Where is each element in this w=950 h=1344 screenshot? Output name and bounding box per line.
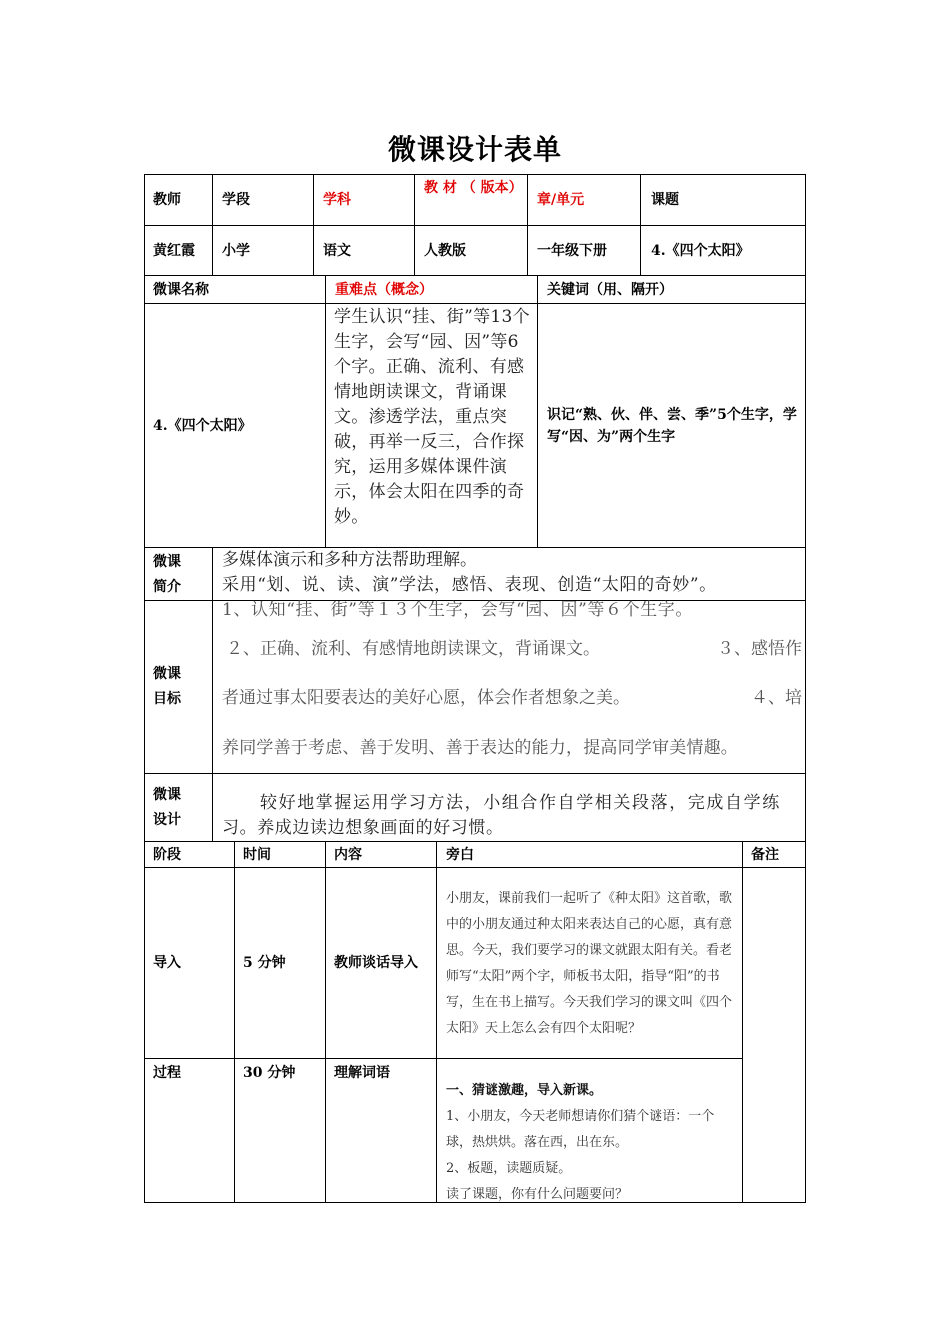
table-row-content: 教师谈话导入 bbox=[334, 955, 418, 971]
keywords-value: 识记“熟、伙、伴、尝、季”5个生字，学写“因、为”两个生字 bbox=[547, 406, 797, 445]
subject-value: 语文 bbox=[323, 242, 351, 259]
intro-line-1: 多媒体演示和多种方法帮助理解。 bbox=[222, 550, 477, 570]
chapter-value: 一年级下册 bbox=[537, 242, 607, 259]
intro-label-line-1: 微课 bbox=[153, 554, 181, 570]
table-row-time: 30 分钟 bbox=[243, 1065, 296, 1081]
table-row-narration: 小朋友，课前我们一起听了《种太阳》这首歌，歌中的小朋友通过种太阳来表达自己的心愿，真有意思。今天，我们要学习的课文就跟太阳有关。看老师写“太阳”两个字，师板书太阳，指导“阳”的书写，生在书上描写。今天我们学习的课文叫《四个太阳》天上怎么会有四个太阳呢？ bbox=[446, 891, 733, 1036]
goals-label-line-2: 目标 bbox=[153, 691, 181, 707]
table-row-narration bbox=[446, 1078, 736, 1202]
design-label-line-1: 微课 bbox=[153, 787, 181, 803]
intro-label-line-2: 简介 bbox=[153, 579, 181, 595]
header-stage-label: 学段 bbox=[222, 192, 250, 208]
intro-line-2: 采用“划、说、读、演”学法，感悟、表现、创造“太阳的奇妙”。 bbox=[222, 575, 717, 595]
header-chapter-label: 章/单元 bbox=[537, 192, 585, 208]
narration-line-3: 读了课题，你有什么问题要问？ bbox=[446, 1187, 629, 1202]
course-name-value: 4.《四个太阳》 bbox=[153, 417, 252, 434]
header-teacher-label: 教师 bbox=[153, 192, 181, 208]
design-line-2: 习。养成边读边想象画面的好习惯。 bbox=[222, 818, 504, 838]
table-row-stage: 导入 bbox=[153, 955, 181, 971]
intro-text bbox=[222, 548, 802, 600]
design-label bbox=[153, 783, 208, 833]
process-notes-header: 备注 bbox=[751, 846, 779, 863]
header-subject-label: 学科 bbox=[323, 192, 351, 208]
design-label-line-2: 设计 bbox=[153, 812, 181, 828]
goals-line-2 bbox=[222, 624, 802, 674]
design-line-1: 较好地掌握运用学习方法，小组合作自学相关段落，完成自学练 bbox=[260, 793, 781, 813]
design-text bbox=[222, 791, 802, 841]
page-title: 微课设计表单 bbox=[387, 133, 562, 166]
process-content-header: 内容 bbox=[334, 846, 362, 863]
goals-text bbox=[222, 598, 802, 768]
goals-label bbox=[153, 662, 208, 712]
goals-line-2a: ２、正确、流利、有感情地朗读课文，背诵课文。 bbox=[226, 639, 600, 659]
course-name-label: 微课名称 bbox=[153, 281, 209, 298]
goals-line-1: 1、认知“挂、街”等１３个生字，会写“园、因”等６个生字。 bbox=[222, 600, 693, 620]
header-topic-label: 课题 bbox=[651, 192, 679, 208]
stage-value: 小学 bbox=[222, 242, 250, 259]
goals-line-3a: 者通过事太阳要表达的美好心愿，体会作者想象之美。 bbox=[222, 688, 630, 708]
process-time-header: 时间 bbox=[243, 846, 271, 863]
goals-line-4: 养同学善于考虑、善于发明、善于表达的能力，提高同学审美情趣。 bbox=[222, 738, 738, 758]
table-row-time: 5 分钟 bbox=[243, 955, 286, 971]
key-points-label: 重难点（概念） bbox=[335, 281, 433, 298]
narration-title: 一、猜谜激趣，导入新课。 bbox=[446, 1083, 603, 1098]
keywords-label: 关键词（用、隔开） bbox=[547, 281, 673, 298]
table-row-content: 理解词语 bbox=[334, 1065, 390, 1081]
textbook-value: 人教版 bbox=[424, 242, 466, 259]
process-narration-header: 旁白 bbox=[446, 846, 474, 863]
goals-line-3 bbox=[222, 674, 802, 724]
key-points-value: 学生认识“挂、街”等13个生字，会写“园、因”等6个字。正确、流利、有感情地朗读课文，背诵课文。渗透学法，重点突破，再举一反三，合作探究，运用多媒体课件演示，体会太阳在四季的奇妙。 bbox=[334, 307, 530, 527]
table-row-stage: 过程 bbox=[153, 1065, 181, 1081]
goals-label-line-1: 微课 bbox=[153, 666, 181, 682]
topic-value: 4.《四个太阳》 bbox=[651, 242, 750, 259]
narration-line-2: 2、板题，读题质疑。 bbox=[446, 1161, 572, 1176]
header-textbook-label: 教 材 （ 版本） bbox=[424, 180, 523, 196]
intro-label bbox=[153, 550, 208, 600]
goals-line-3b: ４、培 bbox=[751, 688, 802, 708]
narration-line-1: 1、小朋友，今天老师想请你们猜个谜语：一个球，热烘烘。落在西，出在东。 bbox=[446, 1109, 715, 1150]
process-stage-header: 阶段 bbox=[153, 846, 181, 863]
goals-line-2b: ３、感悟作 bbox=[717, 639, 802, 659]
teacher-value: 黄红霞 bbox=[153, 242, 195, 259]
